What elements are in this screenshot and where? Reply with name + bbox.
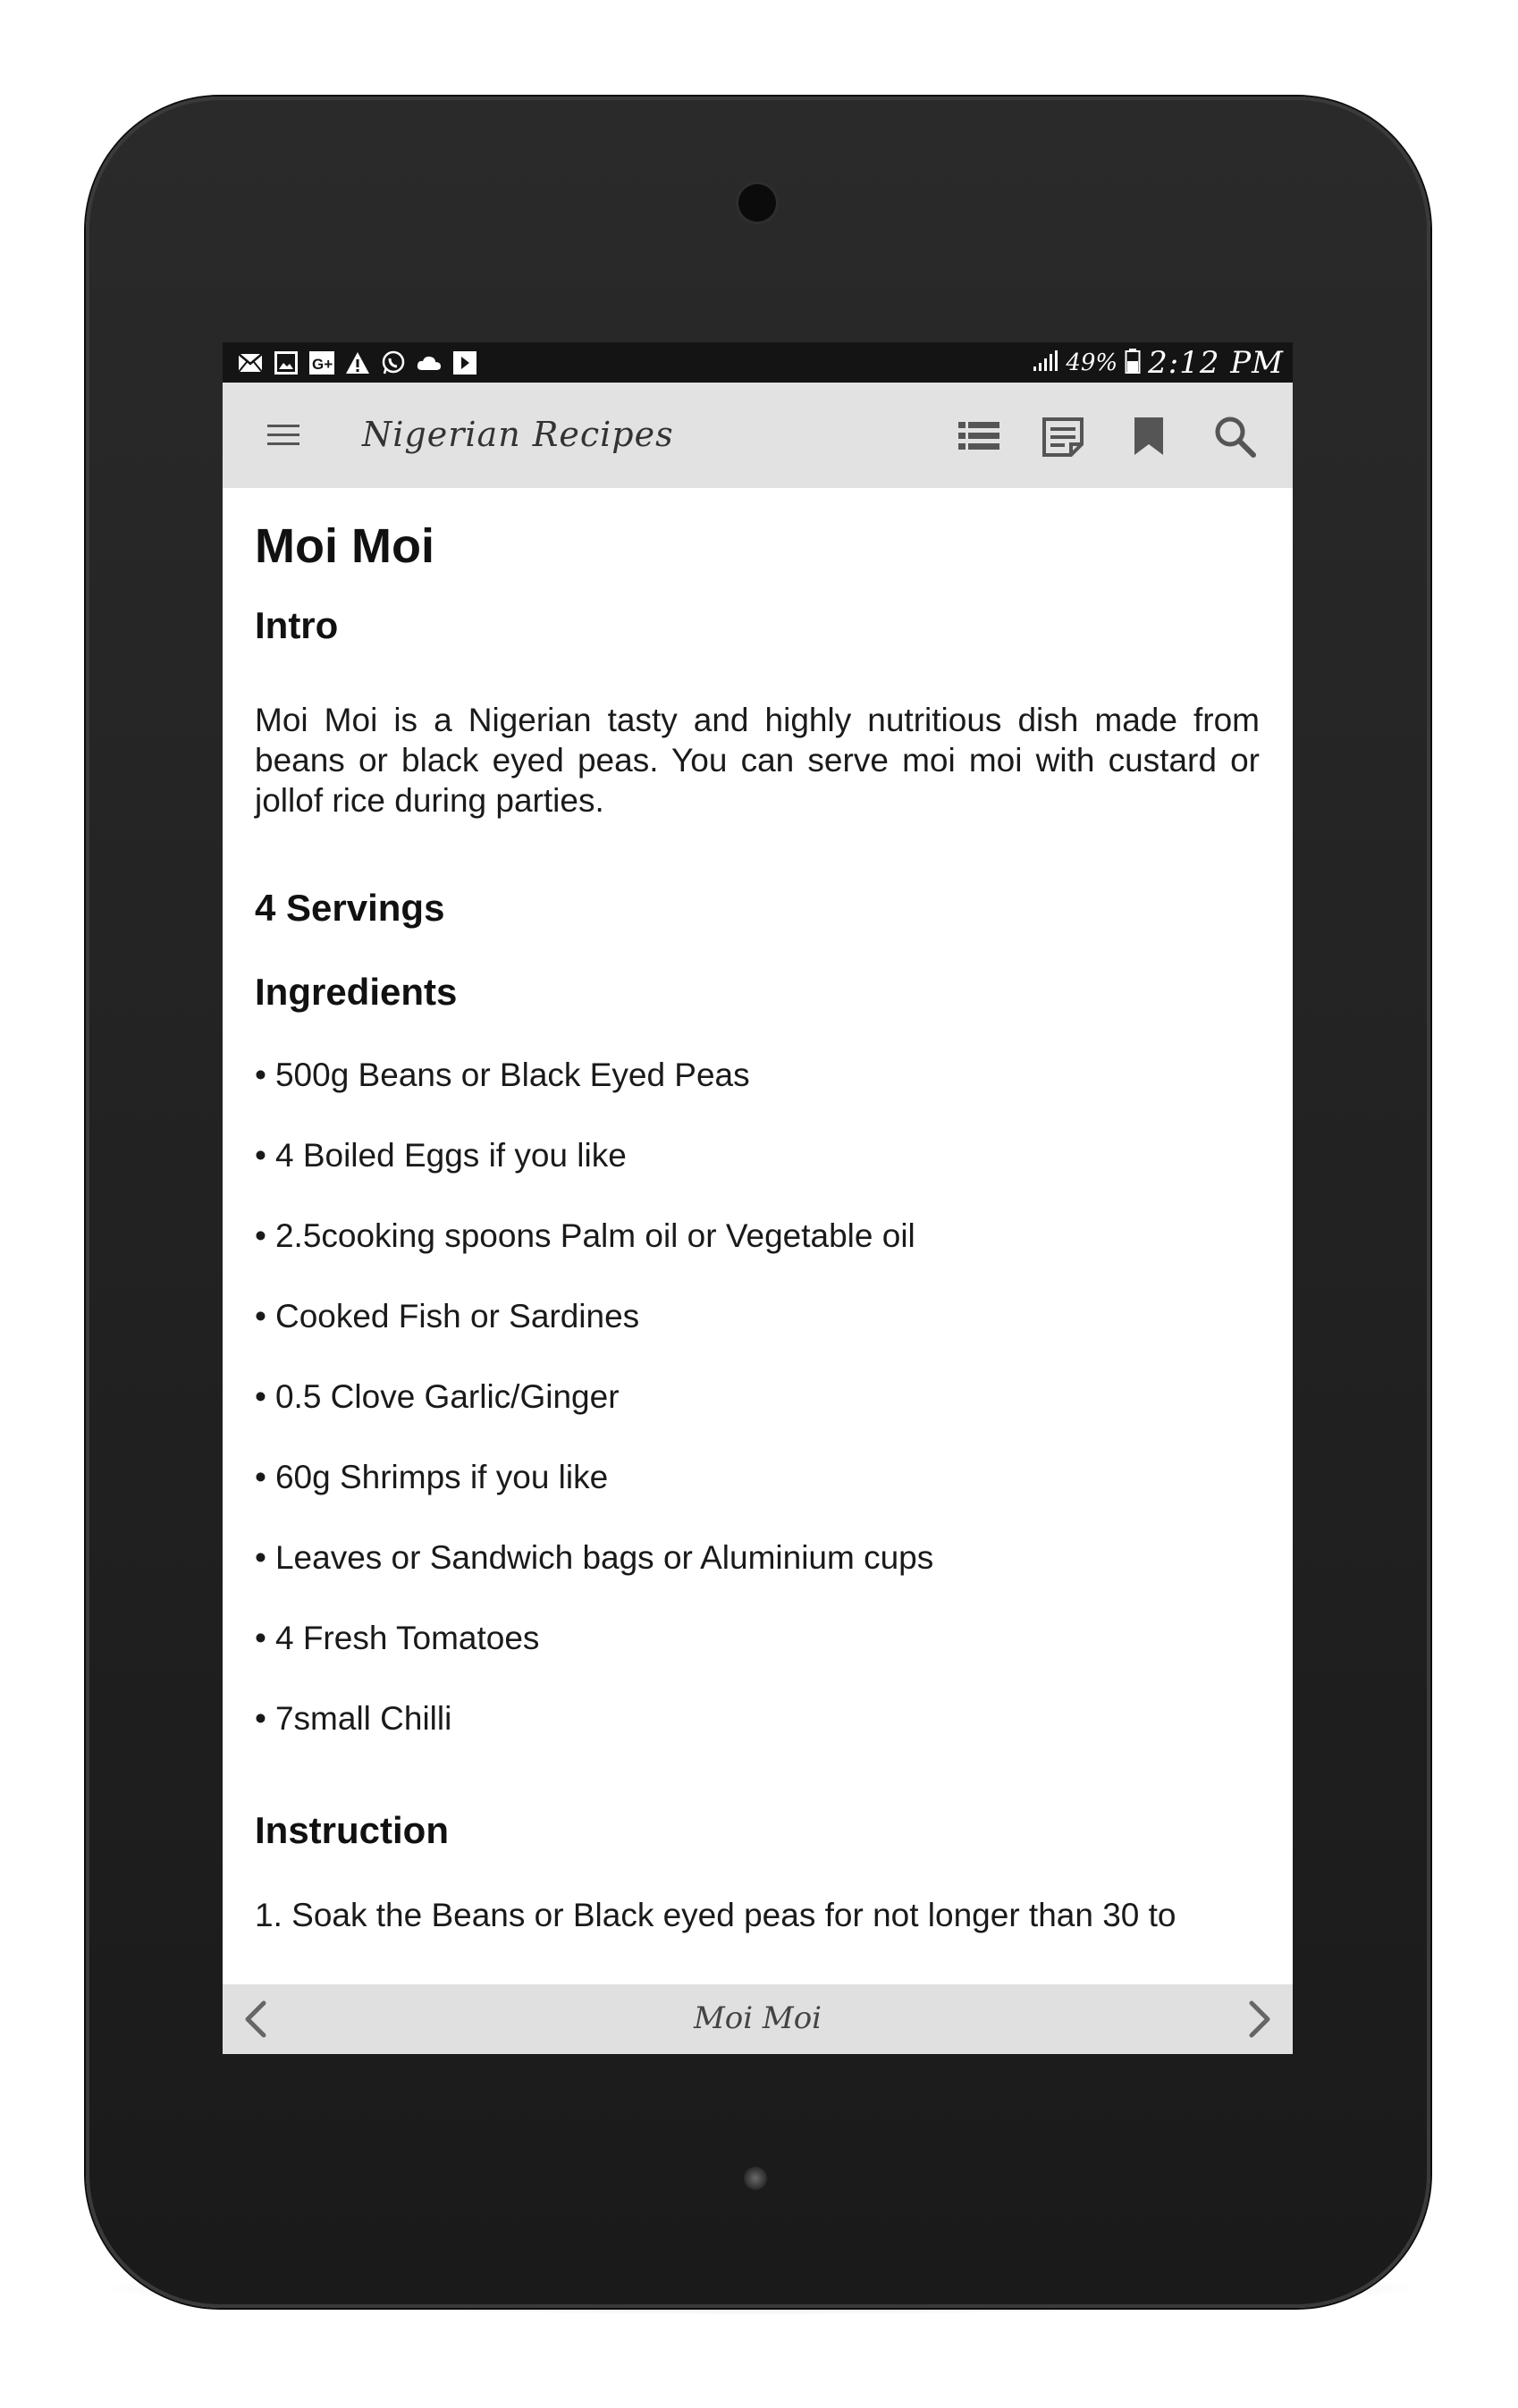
bottom-nav [223, 1984, 1293, 2054]
intro-text: Moi Moi is a Nigerian tasty and highly nutritious dish made from beans or black eyed peas. You can serve moi moi with custard or jollof rice during parties. [255, 702, 1260, 819]
recipe-title: Moi Moi [255, 519, 434, 573]
notification-icons [237, 349, 478, 376]
ingredient-item: • 0.5 Clove Garlic/Ginger [255, 1378, 620, 1416]
google-plus-icon [308, 349, 335, 376]
home-indicator [744, 2167, 767, 2190]
instruction-text: 1. Soak the Beans or Black eyed peas for not longer than 30 to [255, 1897, 1176, 1933]
menu-icon[interactable] [266, 421, 301, 450]
app-bar [223, 383, 1293, 488]
signal-icon [1032, 350, 1058, 375]
ingredient-item: • 4 Boiled Eggs if you like [255, 1137, 627, 1175]
content-fade [223, 1970, 1293, 1984]
svg-text:G+: G+ [312, 356, 333, 373]
whatsapp-icon [380, 349, 407, 376]
next-recipe-button[interactable] [1237, 1997, 1282, 2042]
warning-icon [344, 349, 371, 376]
notes-icon[interactable] [1038, 411, 1088, 461]
mail-icon [237, 349, 264, 376]
chevron-right-icon [1246, 2000, 1273, 2039]
ingredient-item: • 500g Beans or Black Eyed Peas [255, 1057, 750, 1094]
ingredient-item: • 2.5cooking spoons Palm oil or Vegetable oil [255, 1217, 915, 1255]
clock: 2:12 PM [1148, 345, 1284, 381]
image-icon [273, 349, 299, 376]
ingredient-item: • Cooked Fish or Sardines [255, 1298, 639, 1335]
battery-icon [1125, 349, 1141, 377]
ingredient-item: • 4 Fresh Tomatoes [255, 1620, 539, 1657]
ingredient-item: • Leaves or Sandwich bags or Aluminium cups [255, 1539, 933, 1577]
battery-percent: 49% [1066, 349, 1118, 376]
search-icon[interactable] [1210, 411, 1260, 461]
instruction-heading: Instruction [255, 1809, 449, 1851]
ingredient-item: • 60g Shrimps if you like [255, 1459, 608, 1496]
status-indicators [1032, 345, 1284, 381]
status-bar [223, 342, 1293, 383]
bookmark-icon[interactable] [1124, 411, 1174, 461]
app-title: Nigerian Recipes [362, 415, 674, 454]
servings-heading: 4 Servings [255, 887, 445, 929]
list-icon[interactable] [954, 411, 1004, 461]
ingredient-item: • 7small Chilli [255, 1700, 451, 1738]
cloud-icon [416, 349, 443, 376]
bottom-nav-title: Moi Moi [693, 2000, 822, 2036]
intro-heading: Intro [255, 604, 339, 646]
front-camera [738, 184, 776, 222]
screen [223, 342, 1293, 2054]
play-icon [451, 349, 478, 376]
ingredients-heading: Ingredients [255, 971, 458, 1013]
recipe-content[interactable] [223, 488, 1293, 1970]
